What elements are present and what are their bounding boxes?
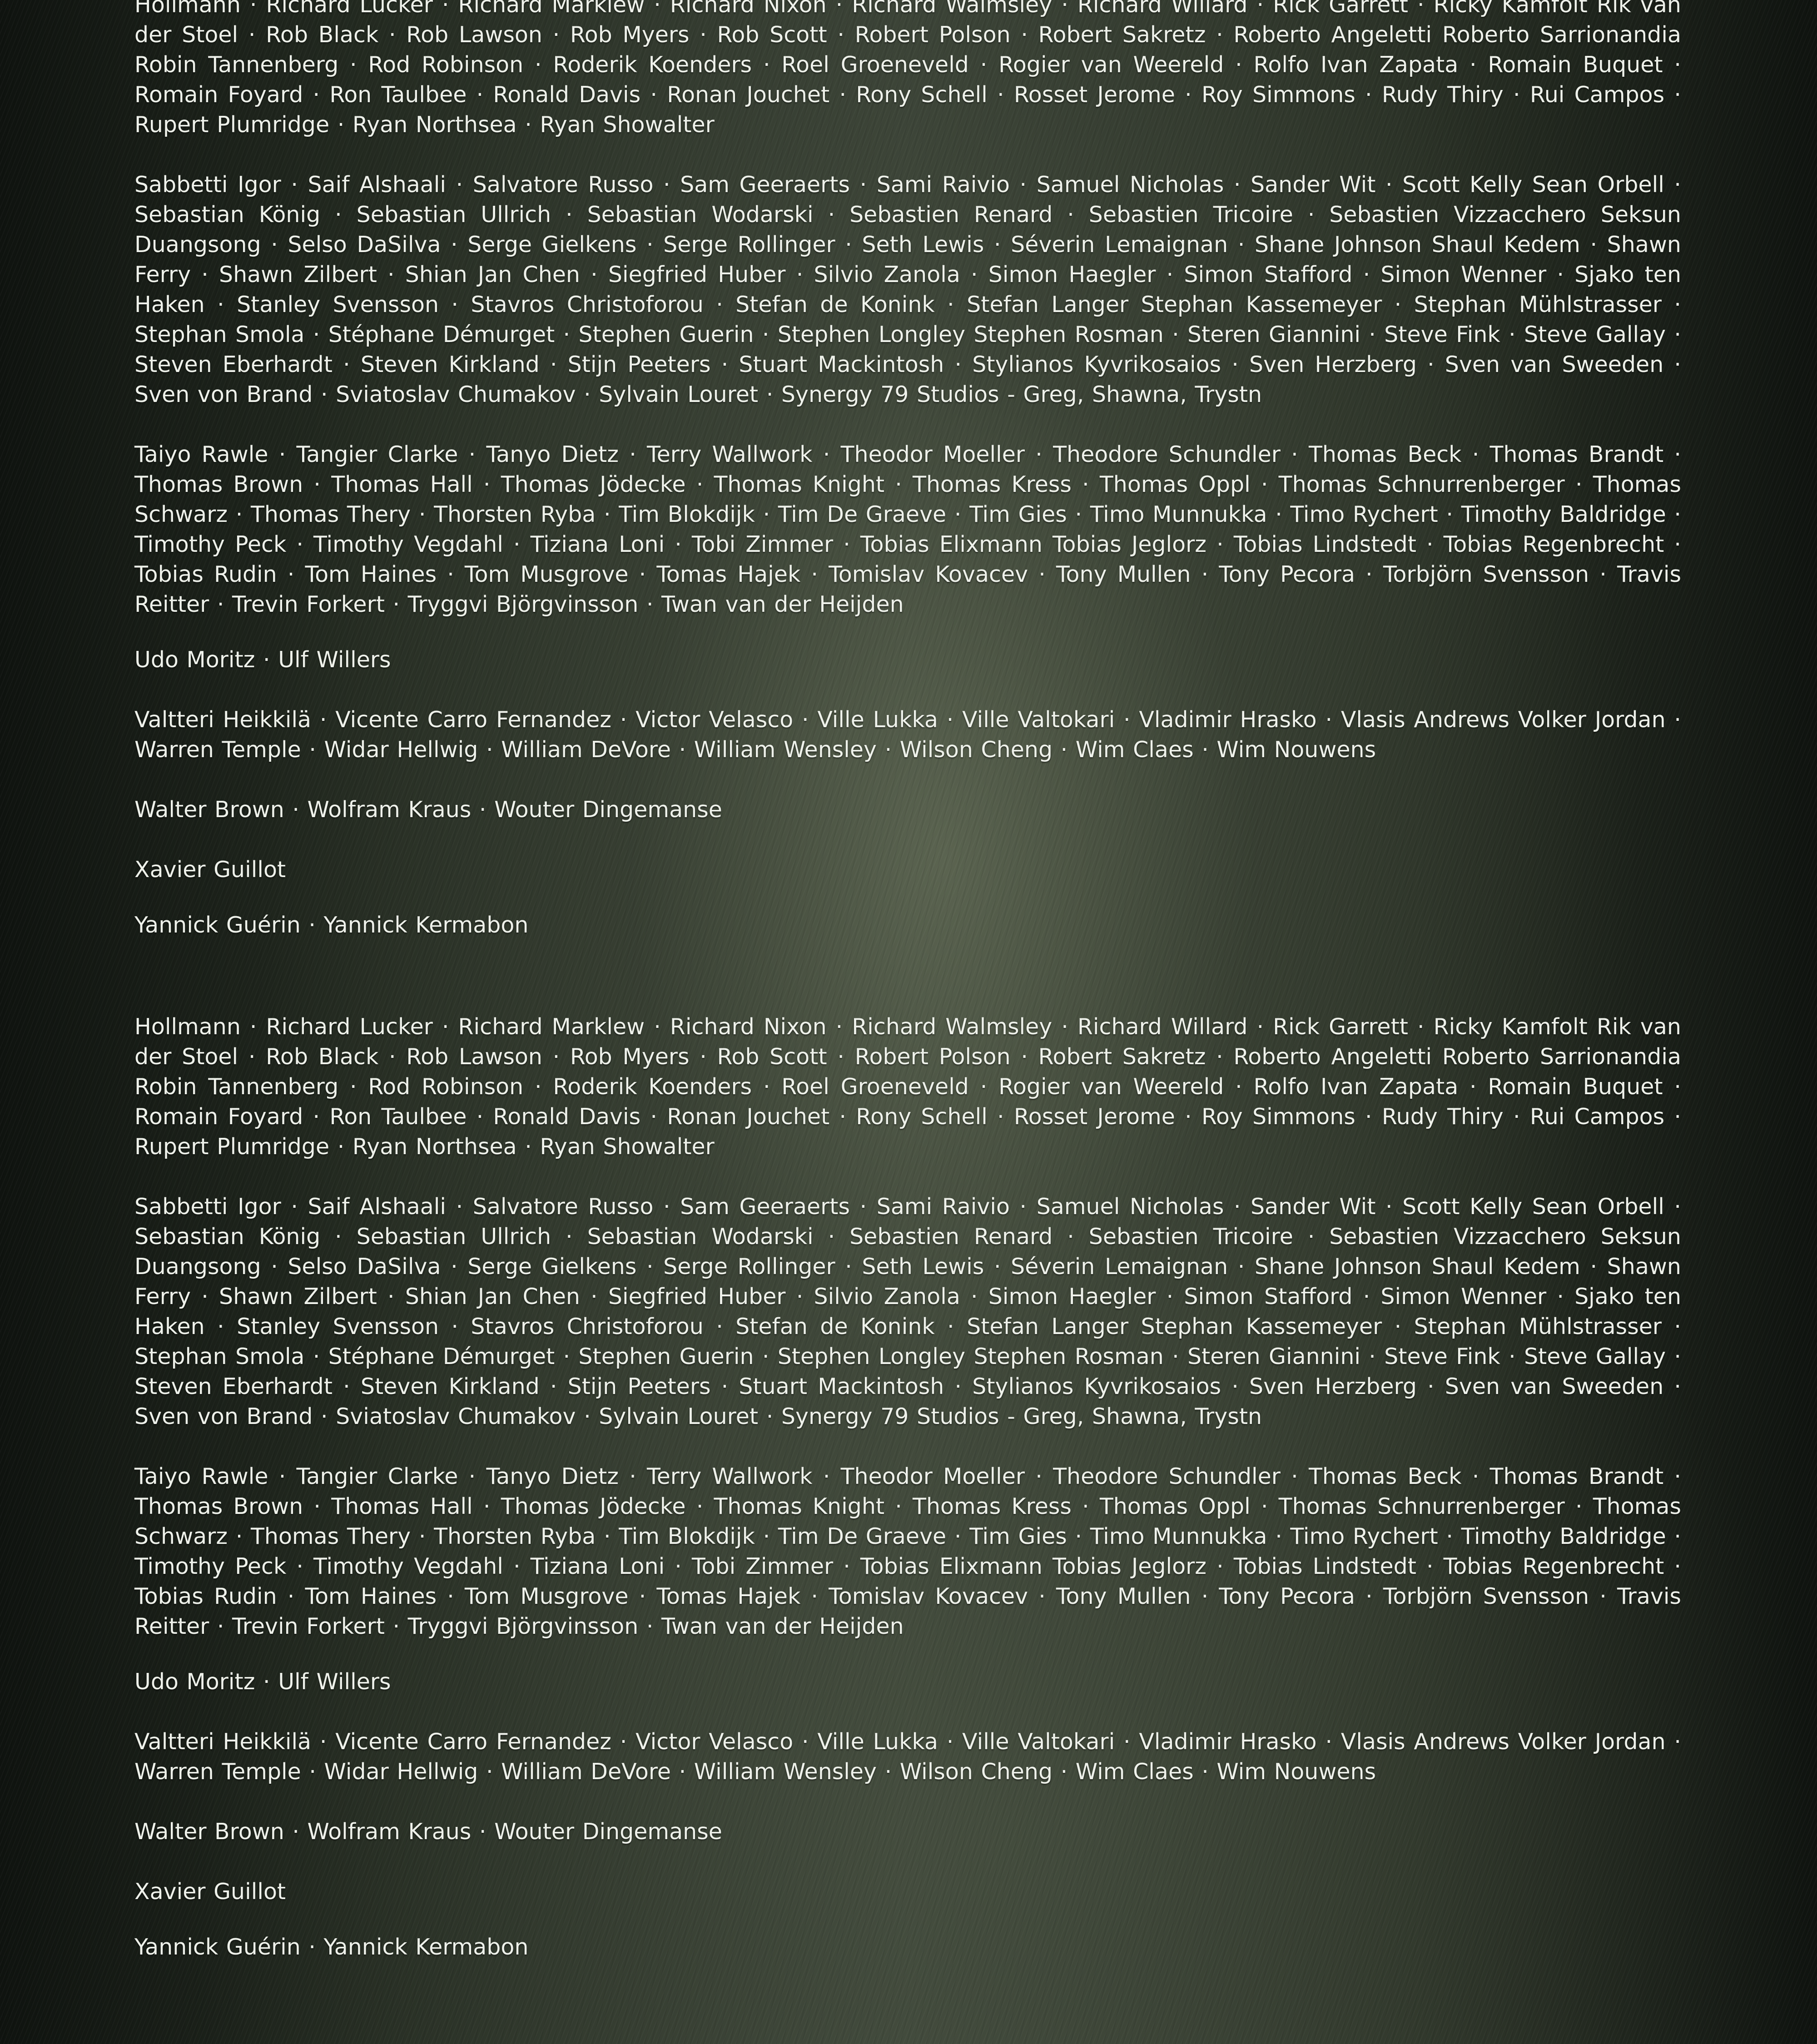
credits-section-v: Valtteri Heikkilä · Vicente Carro Fernandez · Victor Velasco · Ville Lukka · Ville Valtokari · Vladimir Hrasko · Vlasis Andrews Volker Jordan · Warren Temple · Widar Hellwig · William DeVore · William Wensley · Wilson Cheng · Wim Claes · Wim Nouwens [134, 705, 1681, 765]
credits-section-t: Taiyo Rawle · Tangier Clarke · Tanyo Dietz · Terry Wallwork · Theodor Moeller · Theodore Schundler · Thomas Beck · Thomas Brandt · Thomas Brown · Thomas Hall · Thomas Jödecke · Thomas Knight · Thomas Kress · Thomas Oppl · Thomas Schnurrenberger · Thomas Schwarz · Thomas Thery · Thorsten Ryba · Tim Blokdijk · Tim De Graeve · Tim Gies · Timo Munnukka · Timo Rychert · Timothy Baldridge · Timothy Peck · Timothy Vegdahl · Tiziana Loni · Tobi Zimmer · Tobias Elixmann Tobias Jeglorz · Tobias Lindstedt · Tobias Regenbrecht · Tobias Rudin · Tom Haines · Tom Musgrove · Tomas Hajek · Tomislav Kovacev · Tony Mullen · Tony Pecora · Torbjörn Svensson · Travis Reitter · Trevin Forkert · Tryggvi Björgvinsson · Twan van der Heijden [134, 1462, 1681, 1642]
credits-section-u: Udo Moritz · Ulf Willers [134, 1667, 1681, 1697]
credits-section-w: Walter Brown · Wolfram Kraus · Wouter Dingemanse [134, 795, 1681, 825]
credits-section-y: Yannick Guérin · Yannick Kermabon [134, 1932, 1681, 1962]
credits-section-v: Valtteri Heikkilä · Vicente Carro Fernandez · Victor Velasco · Ville Lukka · Ville Valtokari · Vladimir Hrasko · Vlasis Andrews Volker Jordan · Warren Temple · Widar Hellwig · William DeVore · William Wensley · Wilson Cheng · Wim Claes · Wim Nouwens [134, 1727, 1681, 1787]
credits-section-s: Sabbetti Igor · Saif Alshaali · Salvatore Russo · Sam Geeraerts · Sami Raivio · Samuel Nicholas · Sander Wit · Scott Kelly Sean Orbell · Sebastian König · Sebastian Ullrich · Sebastian Wodarski · Sebastien Renard · Sebastien Tricoire · Sebastien Vizzacchero Seksun Duangsong · Selso DaSilva · Serge Gielkens · Serge Rollinger · Seth Lewis · Séverin Lemaignan · Shane Johnson Shaul Kedem · Shawn Ferry · Shawn Zilbert · Shian Jan Chen · Siegfried Huber · Silvio Zanola · Simon Haegler · Simon Stafford · Simon Wenner · Sjako ten Haken · Stanley Svensson · Stavros Christoforou · Stefan de Konink · Stefan Langer Stephan Kassemeyer · Stephan Mühlstrasser · Stephan Smola · Stéphane Démurget · Stephen Guerin · Stephen Longley Stephen Rosman · Steren Giannini · Steve Fink · Steve Gallay · Steven Eberhardt · Steven Kirkland · Stijn Peeters · Stuart Mackintosh · Stylianos Kyvrikosaios · Sven Herzberg · Sven van Sweeden · Sven von Brand · Sviatoslav Chumakov · Sylvain Louret · Synergy 79 Studios - Greg, Shawna, Trystn [134, 170, 1681, 410]
credits-section-r: Hollmann · Richard Lucker · Richard Marklew · Richard Nixon · Richard Walmsley · Richard Willard · Rick Garrett · Ricky Kamfolt Rik van der Stoel · Rob Black · Rob Lawson · Rob Myers · Rob Scott · Robert Polson · Robert Sakretz · Roberto Angeletti Roberto Sarrionandia Robin Tannenberg · Rod Robinson · Roderik Koenders · Roel Groeneveld · Rogier van Weereld · Rolfo Ivan Zapata · Romain Buquet · Romain Foyard · Ron Taulbee · Ronald Davis · Ronan Jouchet · Rony Schell · Rosset Jerome · Roy Simmons · Rudy Thiry · Rui Campos · Rupert Plumridge · Ryan Northsea · Ryan Showalter [134, 1012, 1681, 1162]
credits-section-x: Xavier Guillot [134, 855, 1681, 885]
credits-section-y: Yannick Guérin · Yannick Kermabon [134, 910, 1681, 940]
credits-section-w: Walter Brown · Wolfram Kraus · Wouter Dingemanse [134, 1817, 1681, 1847]
credits-section-r: Hollmann · Richard Lucker · Richard Marklew · Richard Nixon · Richard Walmsley · Richard Willard · Rick Garrett · Ricky Kamfolt Rik van der Stoel · Rob Black · Rob Lawson · Rob Myers · Rob Scott · Robert Polson · Robert Sakretz · Roberto Angeletti Roberto Sarrionandia Robin Tannenberg · Rod Robinson · Roderik Koenders · Roel Groeneveld · Rogier van Weereld · Rolfo Ivan Zapata · Romain Buquet · Romain Foyard · Ron Taulbee · Ronald Davis · Ronan Jouchet · Rony Schell · Rosset Jerome · Roy Simmons · Rudy Thiry · Rui Campos · Rupert Plumridge · Ryan Northsea · Ryan Showalter [134, 0, 1681, 140]
credits-section-x: Xavier Guillot [134, 1877, 1681, 1907]
credits-section-t: Taiyo Rawle · Tangier Clarke · Tanyo Dietz · Terry Wallwork · Theodor Moeller · Theodore Schundler · Thomas Beck · Thomas Brandt · Thomas Brown · Thomas Hall · Thomas Jödecke · Thomas Knight · Thomas Kress · Thomas Oppl · Thomas Schnurrenberger · Thomas Schwarz · Thomas Thery · Thorsten Ryba · Tim Blokdijk · Tim De Graeve · Tim Gies · Timo Munnukka · Timo Rychert · Timothy Baldridge · Timothy Peck · Timothy Vegdahl · Tiziana Loni · Tobi Zimmer · Tobias Elixmann Tobias Jeglorz · Tobias Lindstedt · Tobias Regenbrecht · Tobias Rudin · Tom Haines · Tom Musgrove · Tomas Hajek · Tomislav Kovacev · Tony Mullen · Tony Pecora · Torbjörn Svensson · Travis Reitter · Trevin Forkert · Tryggvi Björgvinsson · Twan van der Heijden [134, 440, 1681, 620]
credits-section-s: Sabbetti Igor · Saif Alshaali · Salvatore Russo · Sam Geeraerts · Sami Raivio · Samuel Nicholas · Sander Wit · Scott Kelly Sean Orbell · Sebastian König · Sebastian Ullrich · Sebastian Wodarski · Sebastien Renard · Sebastien Tricoire · Sebastien Vizzacchero Seksun Duangsong · Selso DaSilva · Serge Gielkens · Serge Rollinger · Seth Lewis · Séverin Lemaignan · Shane Johnson Shaul Kedem · Shawn Ferry · Shawn Zilbert · Shian Jan Chen · Siegfried Huber · Silvio Zanola · Simon Haegler · Simon Stafford · Simon Wenner · Sjako ten Haken · Stanley Svensson · Stavros Christoforou · Stefan de Konink · Stefan Langer Stephan Kassemeyer · Stephan Mühlstrasser · Stephan Smola · Stéphane Démurget · Stephen Guerin · Stephen Longley Stephen Rosman · Steren Giannini · Steve Fink · Steve Gallay · Steven Eberhardt · Steven Kirkland · Stijn Peeters · Stuart Mackintosh · Stylianos Kyvrikosaios · Sven Herzberg · Sven van Sweeden · Sven von Brand · Sviatoslav Chumakov · Sylvain Louret · Synergy 79 Studios - Greg, Shawna, Trystn [134, 1192, 1681, 1432]
credits-section-u: Udo Moritz · Ulf Willers [134, 645, 1681, 675]
